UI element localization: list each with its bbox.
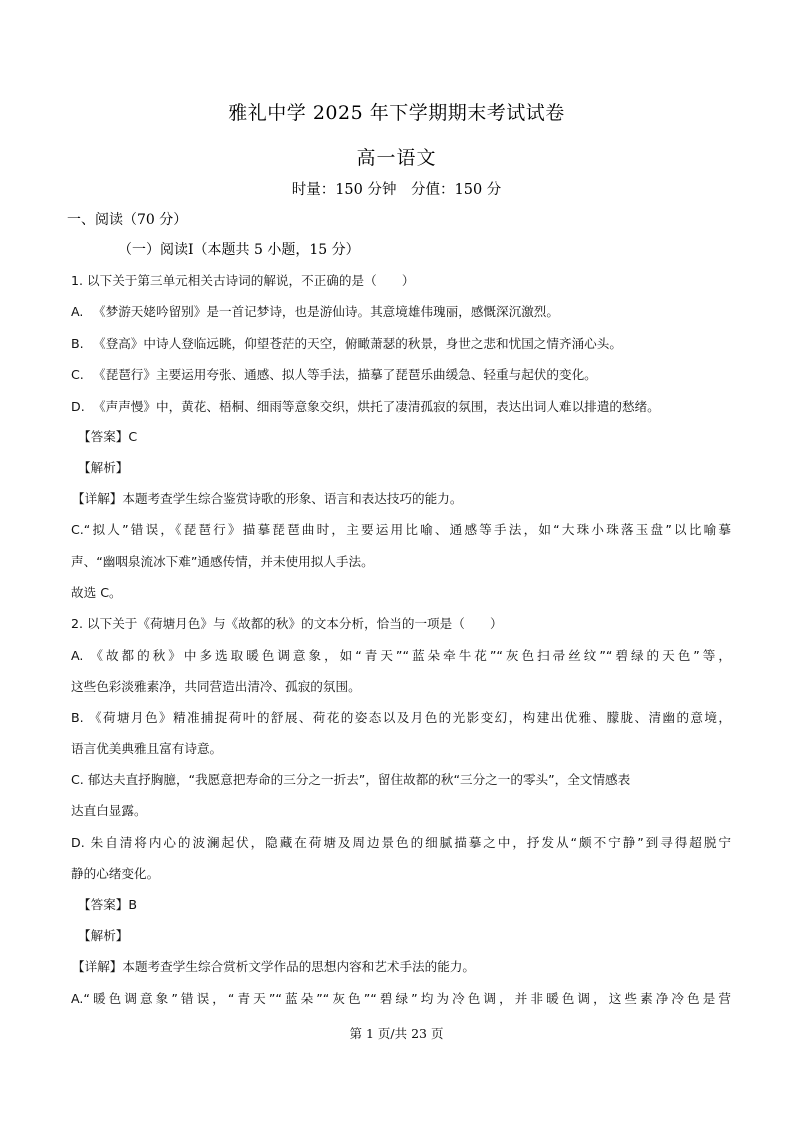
page-number: 第 1 页/共 23 页 bbox=[349, 1026, 444, 1041]
question-2-analysis-label: 【解析】 bbox=[78, 928, 129, 943]
option-text: 《梦游天姥吟留别》是一首记梦诗，也是游仙诗。其意境雄伟瑰丽，感慨深沉激烈。 bbox=[93, 304, 559, 319]
question-2-option-c-line-2: 达直白显露。 bbox=[71, 803, 147, 818]
question-1-stem: 1. 以下关于第三单元相关古诗词的解说，不正确的是（ ） bbox=[71, 273, 415, 288]
question-1-option-b bbox=[71, 335, 731, 353]
option-text: 《琵琶行》主要运用夸张、通感、拟人等手法，描摹了琵琶乐曲缓急、轻重与起伏的变化。 bbox=[93, 367, 597, 382]
question-2-option-d-line-2: 静的心绪变化。 bbox=[71, 866, 160, 881]
option-text: 《声声慢》中，黄花、梧桐、细雨等意象交织，烘托了凄清孤寂的氛围，表达出词人难以排遣的愁绪。 bbox=[93, 399, 660, 414]
question-1-detail: 【详解】本题考查学生综合鉴赏诗歌的形象、语言和表达技巧的能力。 bbox=[72, 491, 463, 506]
subject-title: 高一语文 bbox=[356, 147, 437, 169]
option-text: 《登高》中诗人登临远眺，仰望苍茫的天空，俯瞰萧瑟的秋景，身世之悲和忧国之情齐涌心头。 bbox=[93, 336, 622, 351]
question-1-option-c bbox=[71, 366, 731, 384]
question-2-answer: 【答案】B bbox=[78, 897, 138, 912]
option-letter: B. bbox=[71, 336, 84, 351]
question-1-explanation-line-1: C.“拟人”错误，《琵琶行》描摹琵琶曲时，主要运用比喻、通感等手法，如“大珠小珠落玉盘”以比喻摹 bbox=[71, 522, 731, 537]
option-letter: A. bbox=[71, 304, 84, 319]
exam-meta: 时量：150 分钟 分值：150 分 bbox=[291, 182, 502, 198]
question-1-analysis-label: 【解析】 bbox=[78, 460, 129, 475]
question-2-option-d-line-1: D. 朱自清将内心的波澜起伏，隐藏在荷塘及周边景色的细腻描摹之中，抒发从“颇不宁静”到寻得超脱宁 bbox=[71, 835, 731, 850]
question-2-option-b-line-1: B. 《荷塘月色》精准捕捉荷叶的舒展、荷花的姿态以及月色的光影变幻，构建出优雅、朦胧、清幽的意境， bbox=[71, 710, 731, 725]
exam-title: 雅礼中学 2025 年下学期期末考试试卷 bbox=[228, 102, 565, 124]
question-1-answer: 【答案】C bbox=[78, 429, 138, 444]
option-letter: D. bbox=[71, 399, 85, 414]
option-letter: C. bbox=[71, 367, 84, 382]
subsection-heading: （一）阅读Ⅰ（本题共 5 小题，15 分） bbox=[118, 242, 360, 258]
section-heading: 一、阅读（70 分） bbox=[67, 212, 188, 228]
question-2-option-a-line-2: 这些色彩淡雅素净，共同营造出清冷、孤寂的氛围。 bbox=[71, 679, 361, 694]
question-1-option-d bbox=[71, 398, 731, 416]
question-2-detail: 【详解】本题考查学生综合赏析文学作品的思想内容和艺术手法的能力。 bbox=[72, 959, 475, 974]
question-1-explanation-line-2: 声、“幽咽泉流冰下难”通感传情，并未使用拟人手法。 bbox=[71, 554, 374, 569]
question-2-option-b-line-2: 语言优美典雅且富有诗意。 bbox=[71, 741, 223, 756]
question-1-option-a bbox=[71, 303, 731, 321]
question-2-option-c-line-1: C. 郁达夫直抒胸臆，“我愿意把寿命的三分之一折去”，留住故都的秋“三分之一的零头”，全文情感表 bbox=[71, 772, 631, 787]
question-2-option-a-line-1: A. 《故都的秋》中多选取暖色调意象，如“青天”“蓝朵牵牛花”“灰色扫帚丝纹”“碧绿的天色”等， bbox=[71, 648, 731, 663]
question-2-explanation-line-1: A.“暖色调意象”错误，“青天”“蓝朵”“灰色”“碧绿”均为冷色调，并非暖色调，这些素净冷色是营 bbox=[71, 991, 731, 1006]
question-2-stem: 2. 以下关于《荷塘月色》与《故都的秋》的文本分析，恰当的一项是（ ） bbox=[71, 616, 503, 631]
question-1-conclusion: 故选 C。 bbox=[71, 585, 122, 600]
